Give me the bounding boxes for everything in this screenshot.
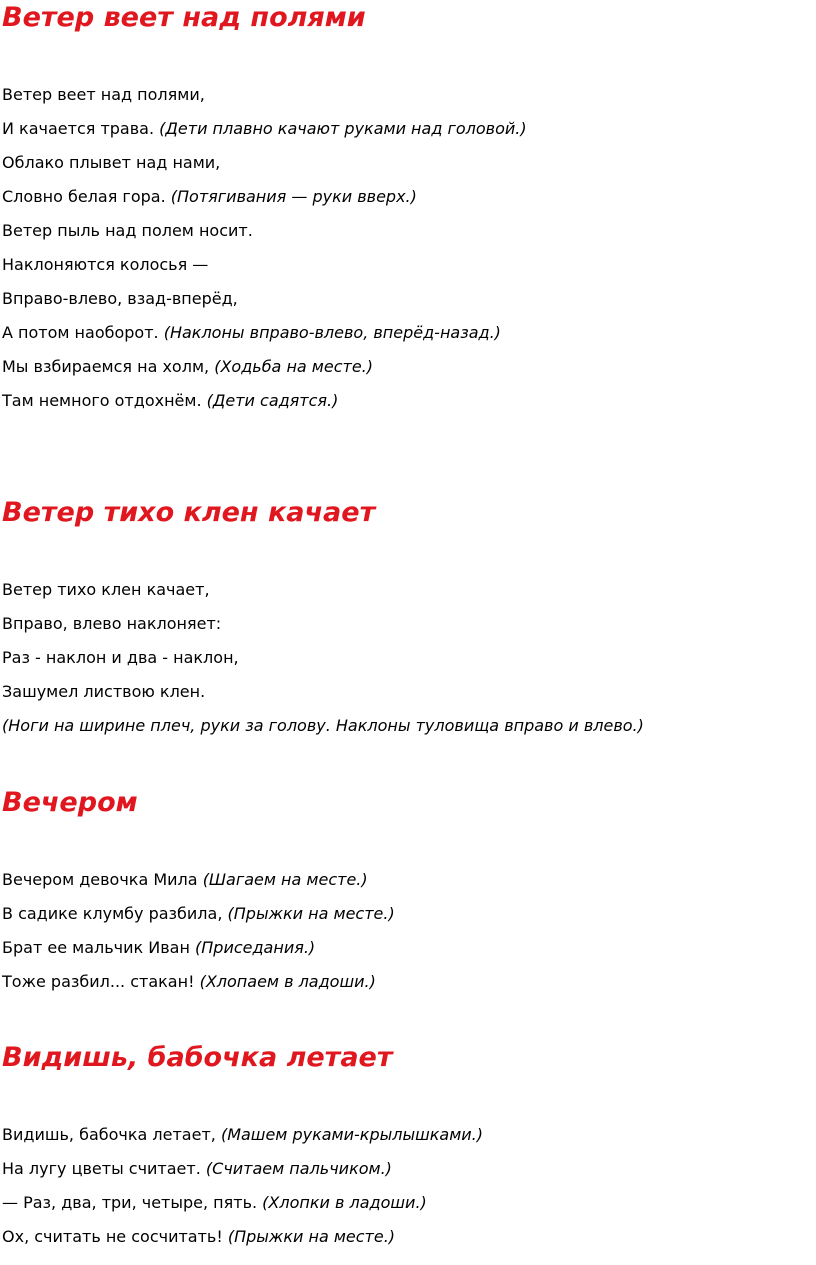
verse-text: Зашумел листвою клен. <box>2 682 206 701</box>
verse-text: А потом наоборот. <box>2 323 159 342</box>
verse-text: Ох, считать не сосчитать! <box>2 1227 223 1246</box>
verse-line <box>2 869 368 891</box>
verse-text: Раз - наклон и два - наклон, <box>2 648 239 667</box>
verse-line <box>2 1158 392 1180</box>
verse-line <box>2 254 208 276</box>
verse-text: Видишь, бабочка летает, <box>2 1125 216 1144</box>
verse-line <box>2 84 205 106</box>
verse-note: (Машем руками-крылышками.) <box>220 1125 483 1144</box>
verse-text: Вправо, влево наклоняет: <box>2 614 222 633</box>
verse-line <box>2 322 501 344</box>
verse-text: Вправо-влево, взад-вперёд, <box>2 289 238 308</box>
verse-text: Там немного отдохнём. <box>2 391 202 410</box>
verse-text: Словно белая гора. <box>2 187 166 206</box>
verse-text: Облако плывет над нами, <box>2 153 221 172</box>
verse-line <box>2 288 238 310</box>
verse-line <box>2 186 417 208</box>
verse-line <box>2 647 239 669</box>
verse-note: (Считаем пальчиком.) <box>205 1159 392 1178</box>
verse-text: На лугу цветы считает. <box>2 1159 201 1178</box>
verse-line <box>2 118 527 140</box>
verse-line <box>2 152 220 174</box>
verse-text: Тоже разбил... стакан! <box>2 972 195 991</box>
verse-line <box>2 613 221 635</box>
verse-note: (Ходьба на месте.) <box>214 357 373 376</box>
verse-text: Наклоняются колосья — <box>2 255 209 274</box>
verse-line <box>2 1192 427 1214</box>
verse-note: (Приседания.) <box>195 938 316 957</box>
section-title: Вечером <box>2 787 138 818</box>
verse-note: (Прыжки на месте.) <box>227 904 395 923</box>
verse-text: Брат ее мальчик Иван <box>2 938 190 957</box>
verse-line <box>2 1124 483 1146</box>
verse-line <box>2 937 315 959</box>
verse-text: Вечером девочка Мила <box>2 870 198 889</box>
verse-note: (Шагаем на месте.) <box>202 870 368 889</box>
verse-text: В садике клумбу разбила, <box>2 904 223 923</box>
section-title: Ветер веет над полями <box>2 2 366 33</box>
verse-line <box>2 903 395 925</box>
section-title: Видишь, бабочка летает <box>2 1042 393 1073</box>
verse-line <box>2 579 210 601</box>
verse-line <box>2 971 376 993</box>
verse-text: И качается трава. <box>2 119 155 138</box>
verse-text: Мы взбираемся на холм, <box>2 357 210 376</box>
verse-line <box>2 220 253 242</box>
verse-line <box>2 356 373 378</box>
verse-note: (Потягивания — руки вверх.) <box>170 187 417 206</box>
verse-text: Ветер пыль над полем носит. <box>2 221 253 240</box>
verse-note: (Наклоны вправо-влево, вперёд-назад.) <box>163 323 501 342</box>
section-title: Ветер тихо клен качает <box>2 497 376 528</box>
verse-note: (Прыжки на месте.) <box>227 1227 396 1246</box>
verse-text: Ветер веет над полями, <box>2 85 205 104</box>
verse-note: (Ноги на ширине плеч, руки за голову. Наклоны туловища вправо и влево.) <box>2 716 644 735</box>
verse-line <box>2 681 205 703</box>
verse-note: (Хлопаем в ладоши.) <box>199 972 376 991</box>
verse-note: (Хлопки в ладоши.) <box>262 1193 427 1212</box>
verse-line <box>2 1226 395 1248</box>
verse-text: — Раз, два, три, четыре, пять. <box>2 1193 258 1212</box>
verse-line <box>2 390 338 412</box>
verse-note: (Дети садятся.) <box>206 391 339 410</box>
verse-line <box>2 715 644 737</box>
verse-text: Ветер тихо клен качает, <box>2 580 210 599</box>
verse-note: (Дети плавно качают руками над головой.) <box>159 119 527 138</box>
